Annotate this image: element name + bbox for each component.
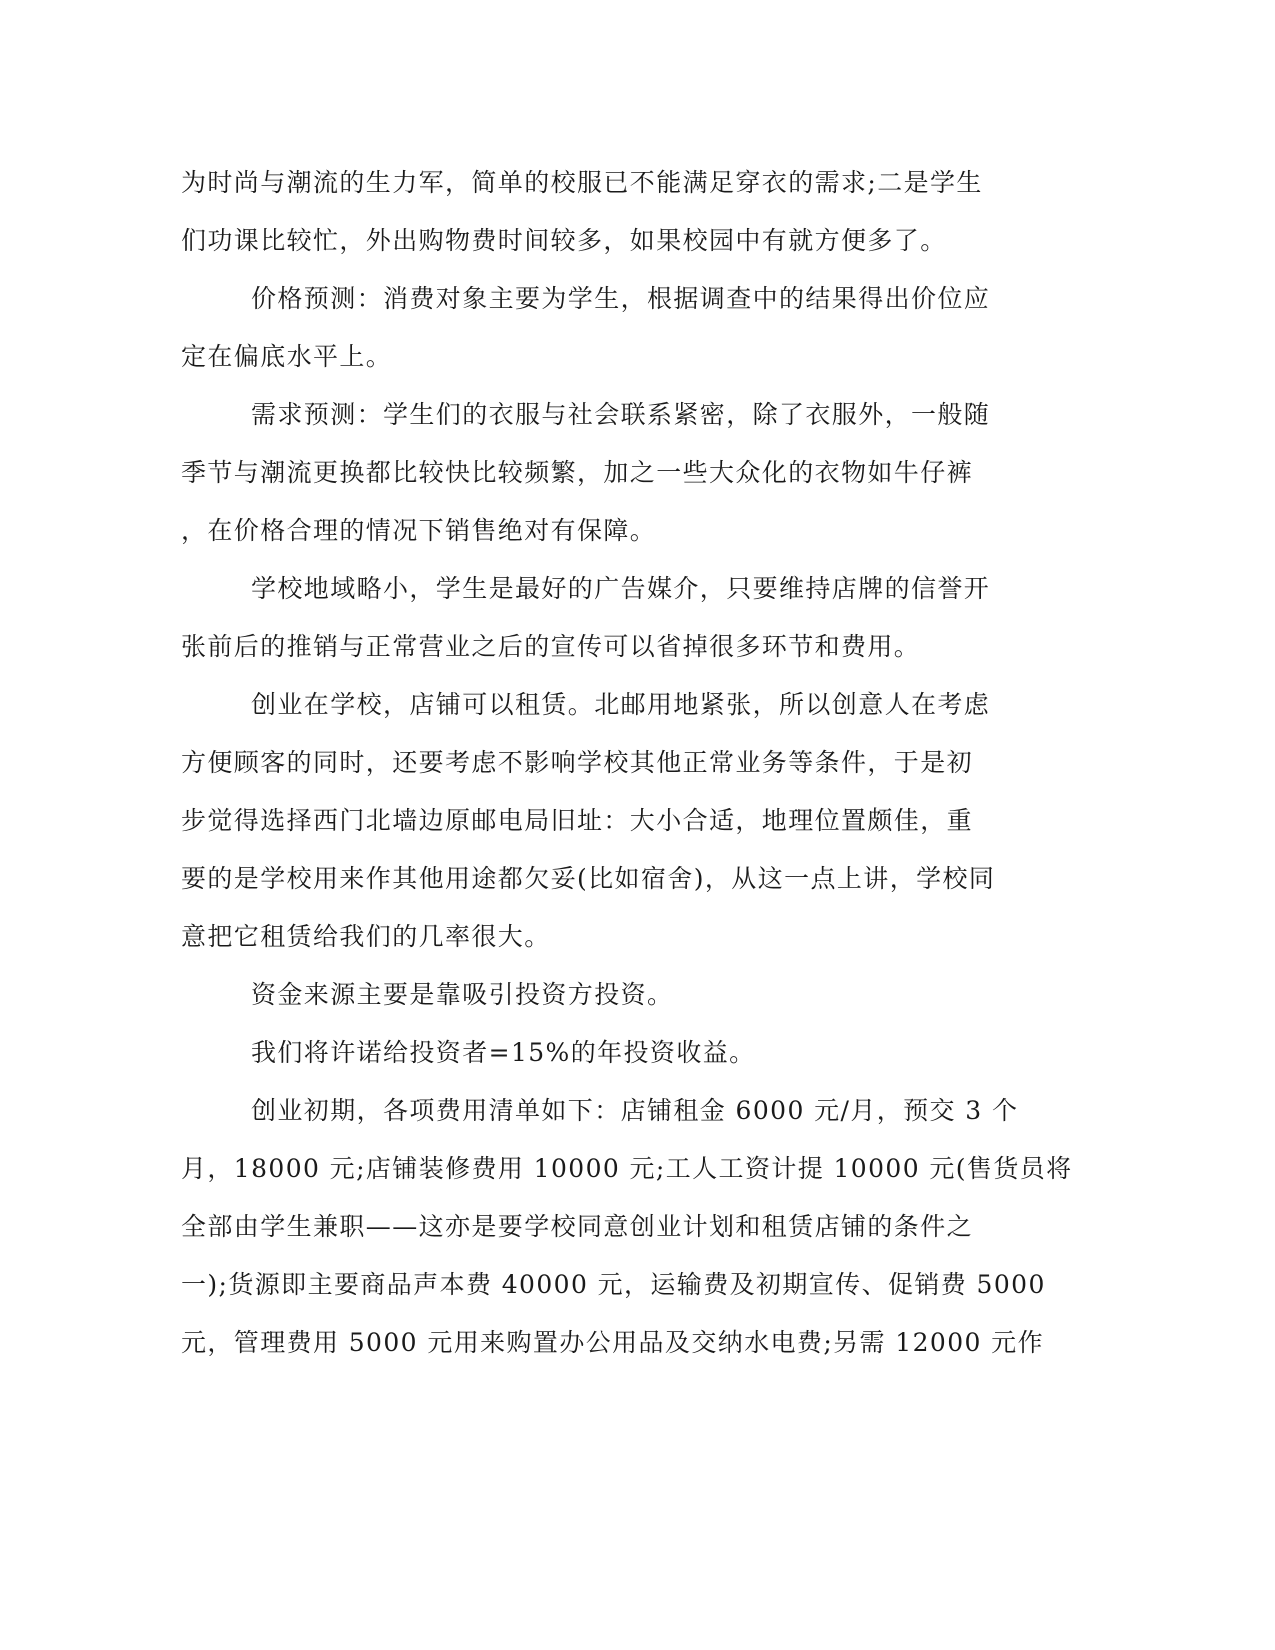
text-line: 意把它租赁给我们的几率很大。 — [181, 922, 551, 951]
text-line: 学校地域略小，学生是最好的广告媒介，只要维持店牌的信誉开 — [251, 574, 991, 603]
text-line: 一);货源即主要商品声本费 40000 元，运输费及初期宣传、促销费 5000 — [181, 1270, 1046, 1299]
text-line: 为时尚与潮流的生力军，简单的校服已不能满足穿衣的需求;二是学生 — [181, 168, 983, 197]
text-line: 张前后的推销与正常营业之后的宣传可以省掉很多环节和费用。 — [181, 632, 921, 661]
text-line: 元，管理费用 5000 元用来购置办公用品及交纳水电费;另需 12000 元作 — [181, 1328, 1044, 1357]
text-line: 价格预测：消费对象主要为学生，根据调查中的结果得出价位应 — [251, 284, 991, 313]
text-line: 资金来源主要是靠吸引投资方投资。 — [251, 980, 674, 1009]
text-line: 季节与潮流更换都比较快比较频繁，加之一些大众化的衣物如牛仔裤 — [181, 458, 974, 487]
document-page — [181, 154, 1073, 1372]
text-line: 我们将许诺给投资者=15%的年投资收益。 — [251, 1038, 756, 1067]
text-line: 们功课比较忙，外出购物费时间较多，如果校园中有就方便多了。 — [181, 226, 947, 255]
text-line: 月，18000 元;店铺装修费用 10000 元;工人工资计提 10000 元(售货员将 — [181, 1154, 1073, 1183]
text-line: 方便顾客的同时，还要考虑不影响学校其他正常业务等条件，于是初 — [181, 748, 974, 777]
text-line: 需求预测：学生们的衣服与社会联系紧密，除了衣服外，一般随 — [251, 400, 991, 429]
text-line: 创业初期，各项费用清单如下：店铺租金 6000 元/月，预交 3 个 — [251, 1096, 1019, 1125]
text-line: 全部由学生兼职——这亦是要学校同意创业计划和租赁店铺的条件之 — [181, 1212, 974, 1241]
text-line: 创业在学校，店铺可以租赁。北邮用地紧张，所以创意人在考虑 — [251, 690, 991, 719]
text-line: 要的是学校用来作其他用途都欠妥(比如宿舍)，从这一点上讲，学校同 — [181, 864, 996, 893]
text-line: 定在偏底水平上。 — [181, 342, 393, 371]
text-line: ，在价格合理的情况下销售绝对有保障。 — [181, 516, 657, 545]
text-line: 步觉得选择西门北墙边原邮电局旧址：大小合适，地理位置颇佳，重 — [181, 806, 974, 835]
